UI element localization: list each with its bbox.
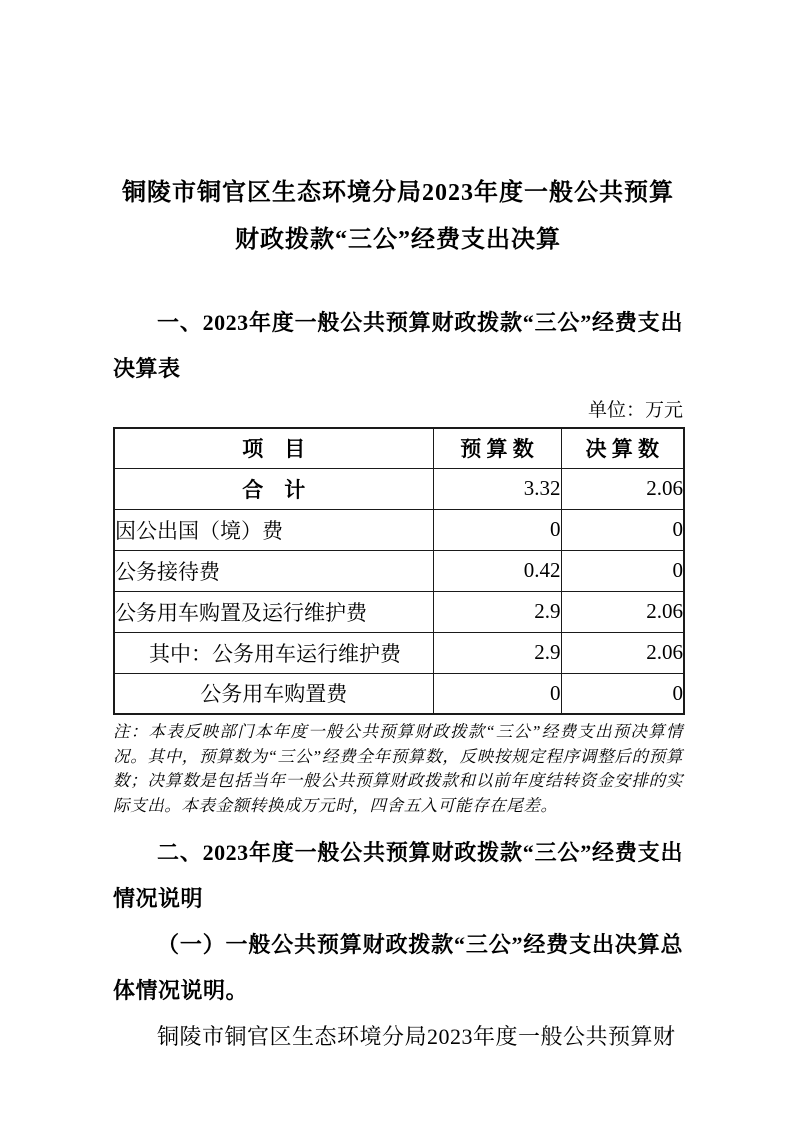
- header-final: 决 算 数: [561, 428, 684, 468]
- table-row: [114, 673, 684, 714]
- table-row: [114, 468, 684, 509]
- final-cell: 2.06: [561, 632, 684, 673]
- document-title: [113, 170, 683, 264]
- document-title-line-1: 铜陵市铜官区生态环境分局2023年度一般公共预算: [122, 180, 674, 206]
- budget-cell: 0: [433, 673, 561, 714]
- subsection-one-heading: （一）一般公共预算财政拨款“三公”经费支出决算总体情况说明。: [113, 932, 683, 1003]
- budget-cell: 2.9: [433, 591, 561, 632]
- item-cell: 因公出国（境）费: [114, 509, 433, 550]
- table-header-row: [114, 428, 684, 468]
- document-title-line-2: 财政拨款“三公”经费支出决算: [235, 227, 561, 253]
- item-cell: 公务接待费: [114, 550, 433, 591]
- item-cell: 其中：公务用车运行维护费: [114, 632, 433, 673]
- table-row: [114, 632, 684, 673]
- section-two-heading: 二、2023年度一般公共预算财政拨款“三公”经费支出情况说明: [113, 840, 683, 911]
- three-public-expenditure-table: [113, 427, 685, 715]
- budget-cell: 0: [433, 509, 561, 550]
- table-note: 注：本表反映部门本年度一般公共预算财政拨款“三公”经费支出预决算情况。其中，预算数为“三公”经费全年预算数，反映按规定程序调整后的预算数；决算数是包括当年一般公共预算财政拨款和以前年度结转资金安排的实际支出。本表金额转换成万元时，四舍五入可能存在尾差。: [113, 722, 683, 815]
- final-cell: 0: [561, 509, 684, 550]
- section-one-heading: 一、2023年度一般公共预算财政拨款“三公”经费支出决算表: [113, 310, 683, 381]
- final-cell: 2.06: [561, 468, 684, 509]
- final-cell: 0: [561, 673, 684, 714]
- table-row: [114, 550, 684, 591]
- item-cell: 合 计: [114, 468, 433, 509]
- header-item: 项 目: [114, 428, 433, 468]
- item-cell: 公务用车购置及运行维护费: [114, 591, 433, 632]
- header-budget: 预 算 数: [433, 428, 561, 468]
- budget-cell: 0.42: [433, 550, 561, 591]
- unit-label: 单位：万元: [587, 400, 683, 421]
- closing-paragraph: 铜陵市铜官区生态环境分局2023年度一般公共预算财: [157, 1024, 676, 1049]
- final-cell: 2.06: [561, 591, 684, 632]
- table-row: [114, 509, 684, 550]
- budget-cell: 2.9: [433, 632, 561, 673]
- item-cell: 公务用车购置费: [114, 673, 433, 714]
- table-row: [114, 591, 684, 632]
- budget-cell: 3.32: [433, 468, 561, 509]
- final-cell: 0: [561, 550, 684, 591]
